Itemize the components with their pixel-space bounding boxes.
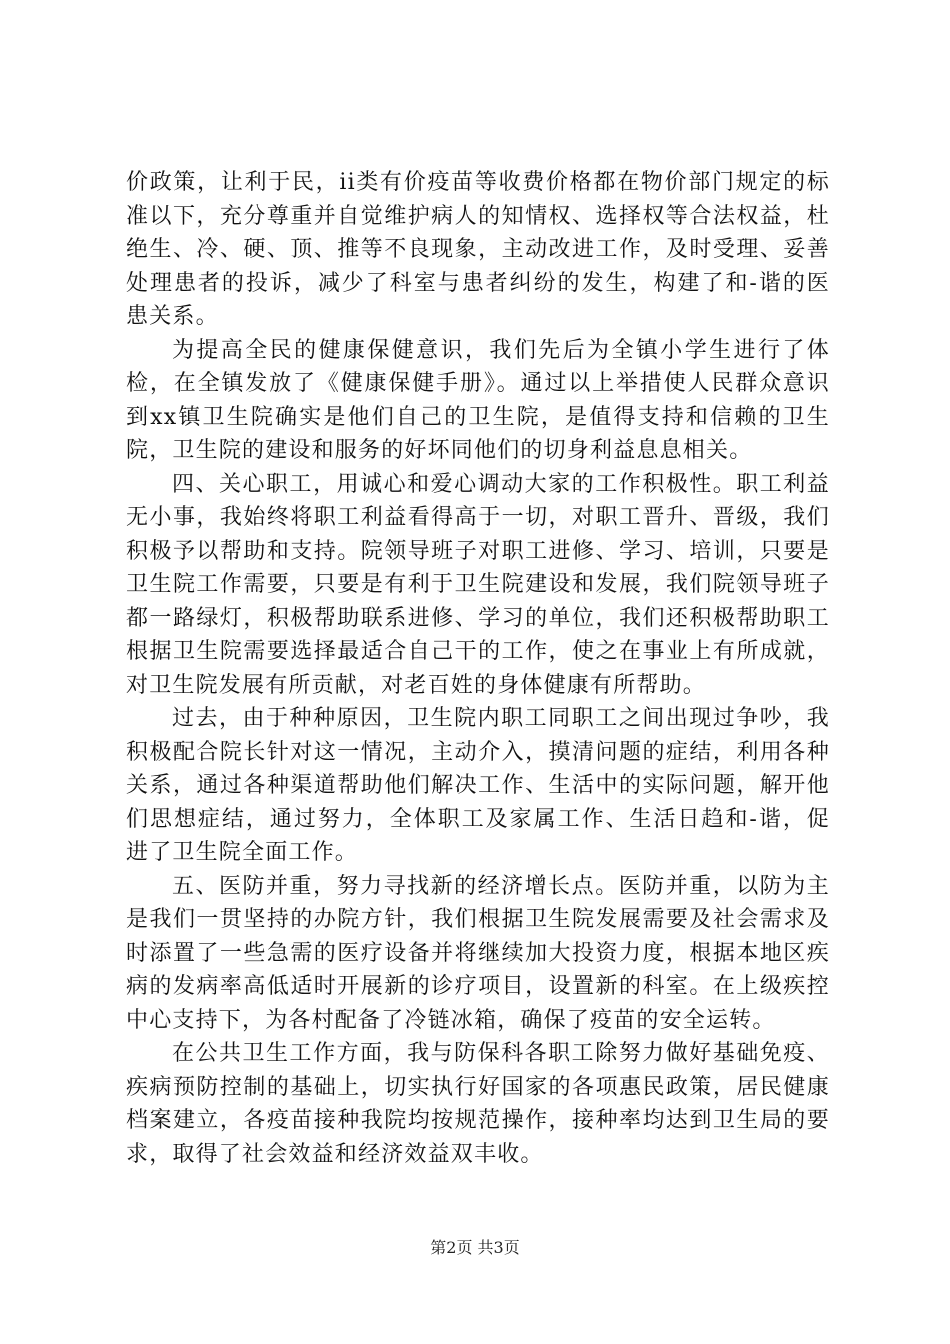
paragraph-3: 四、关心职工，用诚心和爱心调动大家的工作积极性。职工利益无小事，我始终将职工利益看得高于一切，对职工晋升、晋级，我们积极予以帮助和支持。院领导班子对职工进修、学习、培训，只要是卫生院工作需要，只要是有利于卫生院建设和发展，我们院领导班子都一路绿灯，积极帮助联系进修、学习的单位，我们还积极帮助职工根据卫生院需要选择最适合自己干的工作，使之在事业上有所成就，对卫生院发展有所贡献，对老百姓的身体健康有所帮助。	[126, 471, 830, 698]
paragraph-2: 为提高全民的健康保健意识，我们先后为全镇小学生进行了体检，在全镇发放了《健康保健手册》。通过以上举措使人民群众意识到xx镇卫生院确实是他们自己的卫生院，是值得支持和信赖的卫生院，卫生院的建设和服务的好坏同他们的切身利益息息相关。	[126, 337, 830, 463]
paragraph-5: 五、医防并重，努力寻找新的经济增长点。医防并重，以防为主是我们一贯坚持的办院方针，我们根据卫生院发展需要及社会需求及时添置了一些急需的医疗设备并将继续加大投资力度，根据本地区疾病的发病率高低适时开展新的诊疗项目，设置新的科室。在上级疾控中心支持下，为各村配备了冷链冰箱，确保了疫苗的安全运转。	[126, 873, 830, 1033]
page-number-footer: 第2页 共3页	[430, 1238, 520, 1257]
document-body	[126, 166, 830, 1171]
paragraph-6: 在公共卫生工作方面，我与防保科各职工除努力做好基础免疫、疾病预防控制的基础上，切实执行好国家的各项惠民政策，居民健康档案建立，各疫苗接种我院均按规范操作，接种率均达到卫生局的要求，取得了社会效益和经济效益双丰收。	[126, 1041, 830, 1167]
paragraph-1: 价政策，让利于民，ii类有价疫苗等收费价格都在物价部门规定的标准以下，充分尊重并自觉维护病人的知情权、选择权等合法权益，杜绝生、冷、硬、顶、推等不良现象，主动改进工作，及时受理、妥善处理患者的投诉，减少了科室与患者纠纷的发生，构建了和-谐的医患关系。	[126, 170, 830, 329]
paragraph-4: 过去，由于种种原因，卫生院内职工同职工之间出现过争吵，我积极配合院长针对这一情况，主动介入，摸清问题的症结，利用各种关系，通过各种渠道帮助他们解决工作、生活中的实际问题，解开他们思想症结，通过努力，全体职工及家属工作、生活日趋和-谐，促进了卫生院全面工作。	[126, 706, 830, 865]
